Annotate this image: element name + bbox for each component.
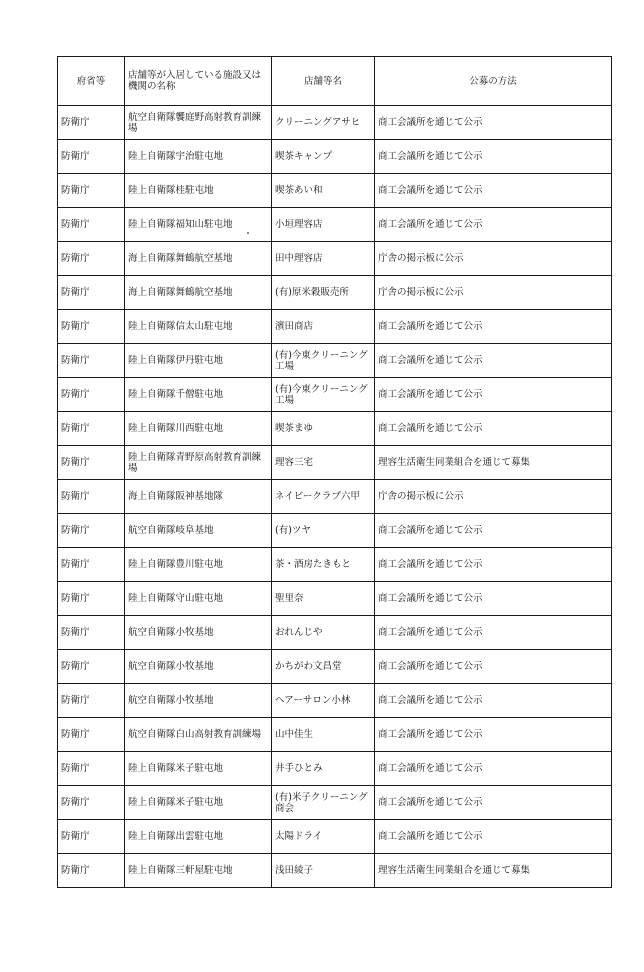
table-row (58, 514, 612, 548)
cell-store: 浅田綾子 (272, 854, 375, 888)
cell-facility: 航空自衛隊小牧基地 (125, 650, 272, 684)
cell-store: 喫茶あい和 (272, 174, 375, 208)
cell-facility: 陸上自衛隊米子駐屯地 (125, 786, 272, 820)
cell-method: 商工会議所を通じて公示 (375, 820, 612, 854)
cell-facility: 陸上自衛隊米子駐屯地 (125, 752, 272, 786)
cell-method: 商工会議所を通じて公示 (375, 684, 612, 718)
cell-ministry: 防衛庁 (58, 378, 125, 412)
cell-method: 商工会議所を通じて公示 (375, 174, 612, 208)
cell-store: 井手ひとみ (272, 752, 375, 786)
cell-store: 喫茶キャンプ (272, 140, 375, 174)
cell-facility: 陸上自衛隊守山駐屯地 (125, 582, 272, 616)
table-row (58, 174, 612, 208)
cell-facility: 陸上自衛隊伊丹駐屯地 (125, 344, 272, 378)
table-row (58, 820, 612, 854)
cell-facility: 陸上自衛隊出雲駐屯地 (125, 820, 272, 854)
cell-ministry: 防衛庁 (58, 752, 125, 786)
cell-ministry: 防衛庁 (58, 344, 125, 378)
table-row (58, 140, 612, 174)
table-row (58, 412, 612, 446)
cell-store: 聖里奈 (272, 582, 375, 616)
cell-store: 理容三宅 (272, 446, 375, 480)
cell-facility: 航空自衛隊岐阜基地 (125, 514, 272, 548)
cell-method: 商工会議所を通じて公示 (375, 514, 612, 548)
cell-ministry: 防衛庁 (58, 276, 125, 310)
cell-ministry: 防衛庁 (58, 140, 125, 174)
cell-method: 商工会議所を通じて公示 (375, 548, 612, 582)
cell-ministry: 防衛庁 (58, 548, 125, 582)
cell-method: 庁舎の掲示板に公示 (375, 480, 612, 514)
cell-facility: 陸上自衛隊福知山駐屯地 (125, 208, 272, 242)
table-row (58, 786, 612, 820)
cell-facility: 海上自衛隊舞鶴航空基地 (125, 242, 272, 276)
cell-store: 小垣理容店 (272, 208, 375, 242)
cell-method: 商工会議所を通じて公示 (375, 344, 612, 378)
cell-store: (有)今東クリーニング工場 (272, 378, 375, 412)
header-method: 公募の方法 (375, 57, 612, 106)
table-row (58, 582, 612, 616)
cell-facility: 陸上自衛隊三軒屋駐屯地 (125, 854, 272, 888)
cell-ministry: 防衛庁 (58, 412, 125, 446)
table-row (58, 208, 612, 242)
cell-ministry: 防衛庁 (58, 310, 125, 344)
cell-facility: 陸上自衛隊信太山駐屯地 (125, 310, 272, 344)
cell-ministry: 防衛庁 (58, 684, 125, 718)
cell-facility: 海上自衛隊阪神基地隊 (125, 480, 272, 514)
cell-method: 商工会議所を通じて公示 (375, 650, 612, 684)
cell-store: 喫茶まゆ (272, 412, 375, 446)
cell-store: 山中佳生 (272, 718, 375, 752)
cell-method: 商工会議所を通じて公示 (375, 412, 612, 446)
cell-store: (有)ツヤ (272, 514, 375, 548)
cell-ministry: 防衛庁 (58, 718, 125, 752)
cell-method: 商工会議所を通じて公示 (375, 208, 612, 242)
table-row (58, 446, 612, 480)
table-row (58, 310, 612, 344)
cell-store: 太陽ドライ (272, 820, 375, 854)
cell-ministry: 防衛庁 (58, 208, 125, 242)
table-row (58, 616, 612, 650)
header-store: 店舗等名 (272, 57, 375, 106)
cell-facility: 海上自衛隊舞鶴航空基地 (125, 276, 272, 310)
table-row (58, 650, 612, 684)
cell-method: 商工会議所を通じて公示 (375, 378, 612, 412)
cell-method: 商工会議所を通じて公示 (375, 786, 612, 820)
cell-facility: 陸上自衛隊川西駐屯地 (125, 412, 272, 446)
cell-ministry: 防衛庁 (58, 446, 125, 480)
header-facility: 店舗等が入居している施設又は機関の名称 (125, 57, 272, 106)
table-row (58, 718, 612, 752)
cell-ministry: 防衛庁 (58, 616, 125, 650)
cell-ministry: 防衛庁 (58, 854, 125, 888)
cell-store: (有)今東クリーニング工場 (272, 344, 375, 378)
cell-ministry: 防衛庁 (58, 820, 125, 854)
table-row (58, 752, 612, 786)
cell-ministry: 防衛庁 (58, 650, 125, 684)
header-ministry: 府省等 (58, 57, 125, 106)
cell-method: 商工会議所を通じて公示 (375, 718, 612, 752)
cell-ministry: 防衛庁 (58, 514, 125, 548)
cell-ministry: 防衛庁 (58, 242, 125, 276)
cell-facility: 陸上自衛隊千僧駐屯地 (125, 378, 272, 412)
cell-method: 庁舎の掲示板に公示 (375, 242, 612, 276)
cell-method: 庁舎の掲示板に公示 (375, 276, 612, 310)
table-row (58, 480, 612, 514)
cell-method: 商工会議所を通じて公示 (375, 140, 612, 174)
cell-store: クリーニングアサヒ (272, 106, 375, 140)
cell-facility: 航空自衛隊小牧基地 (125, 684, 272, 718)
cell-method: 理容生活衛生同業組合を通じて募集 (375, 446, 612, 480)
cell-facility: 航空自衛隊饗庭野高射教育訓練場 (125, 106, 272, 140)
table-row (58, 276, 612, 310)
table-row (58, 548, 612, 582)
cell-facility: 陸上自衛隊宇治駐屯地 (125, 140, 272, 174)
cell-store: おれんじや (272, 616, 375, 650)
cell-store: 田中理容店 (272, 242, 375, 276)
cell-store: かちがわ文昌堂 (272, 650, 375, 684)
table-row (58, 106, 612, 140)
facility-store-table (57, 56, 612, 888)
cell-facility: 陸上自衛隊桂駐屯地 (125, 174, 272, 208)
cell-method: 商工会議所を通じて公示 (375, 582, 612, 616)
cell-ministry: 防衛庁 (58, 174, 125, 208)
cell-method: 商工会議所を通じて公示 (375, 106, 612, 140)
cell-method: 商工会議所を通じて公示 (375, 752, 612, 786)
cell-store: ヘアーサロン小林 (272, 684, 375, 718)
cell-store: (有)原米穀販売所 (272, 276, 375, 310)
cell-store: 茶・酒房たきもと (272, 548, 375, 582)
table-row (58, 378, 612, 412)
cell-store: ネイビークラブ六甲 (272, 480, 375, 514)
cell-ministry: 防衛庁 (58, 786, 125, 820)
cell-ministry: 防衛庁 (58, 582, 125, 616)
cell-facility: 航空自衛隊小牧基地 (125, 616, 272, 650)
cell-method: 理容生活衛生同業組合を通じて募集 (375, 854, 612, 888)
cell-ministry: 防衛庁 (58, 480, 125, 514)
cell-ministry: 防衛庁 (58, 106, 125, 140)
cell-method: 商工会議所を通じて公示 (375, 310, 612, 344)
cell-method: 商工会議所を通じて公示 (375, 616, 612, 650)
cell-facility: 航空自衛隊白山高射教育訓練場 (125, 718, 272, 752)
cell-facility: 陸上自衛隊豊川駐屯地 (125, 548, 272, 582)
table-row (58, 684, 612, 718)
cell-store: 濱田商店 (272, 310, 375, 344)
cell-facility: 陸上自衛隊青野原高射教育訓練場 (125, 446, 272, 480)
table-row (58, 854, 612, 888)
table-row (58, 344, 612, 378)
header-row (58, 57, 612, 106)
cell-store: (有)米子クリーニング商会 (272, 786, 375, 820)
table-row (58, 242, 612, 276)
